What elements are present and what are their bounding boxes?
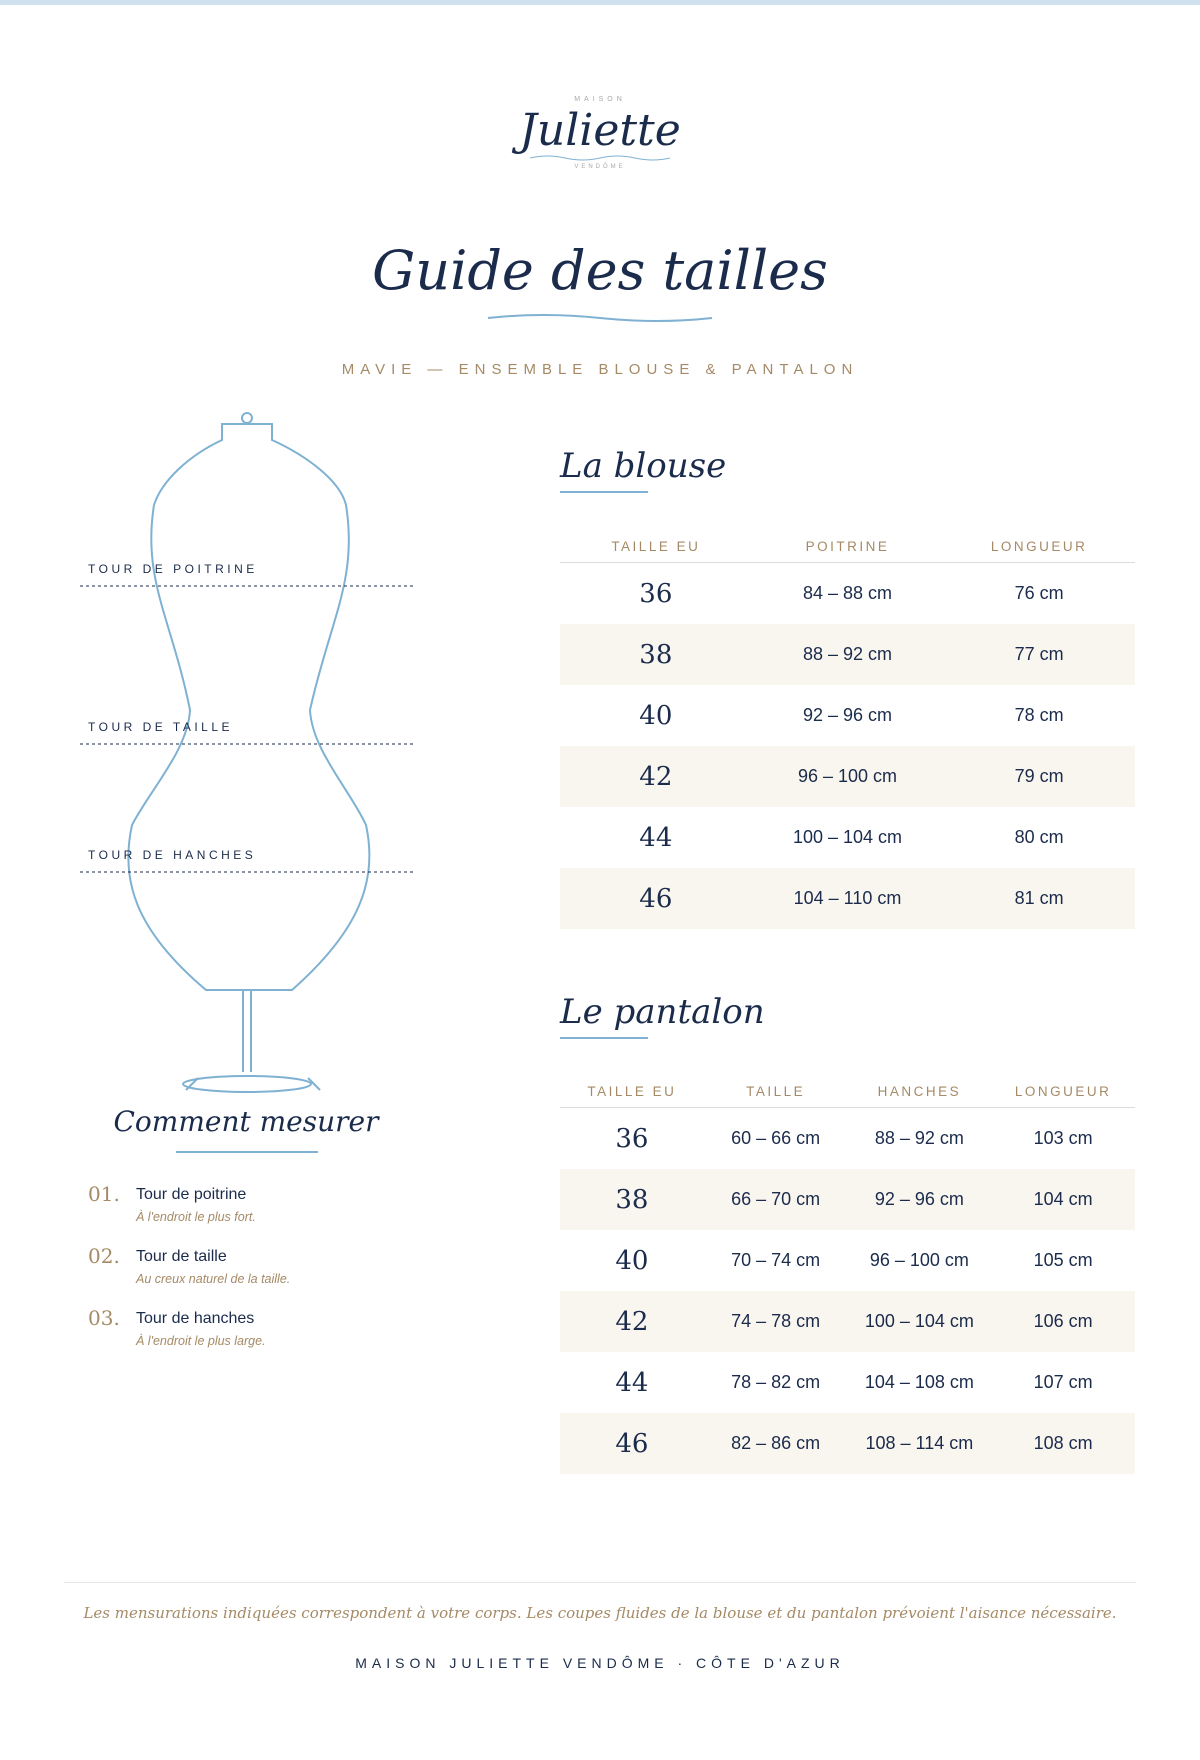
step-number: 02.	[88, 1244, 120, 1268]
blouse-size-table	[560, 532, 1135, 929]
size-cell: 38	[615, 1184, 649, 1215]
pantalon-title: Le pantalon	[560, 992, 765, 1032]
table-row	[560, 1230, 1135, 1291]
waist-cell: 78 – 82 cm	[731, 1372, 821, 1392]
blouse-title: La blouse	[560, 446, 727, 486]
length-cell: 79 cm	[1014, 766, 1064, 786]
title-wave-icon	[486, 312, 714, 324]
page-subtitle: MAVIE — ENSEMBLE BLOUSE & PANTALON	[341, 361, 859, 378]
howto-underline	[176, 1151, 318, 1153]
size-cell: 42	[639, 761, 673, 792]
logo-maison-text: MAISON	[574, 96, 626, 103]
size-cell: 40	[615, 1245, 649, 1276]
blouse-title-underline	[560, 491, 648, 493]
table-row	[560, 746, 1135, 807]
bust-cell: 96 – 100 cm	[797, 766, 898, 786]
column-header: LONGUEUR	[990, 539, 1088, 554]
column-header: TAILLE	[746, 1084, 806, 1099]
waist-cell: 70 – 74 cm	[731, 1250, 821, 1270]
length-cell: 80 cm	[1014, 827, 1064, 847]
table-row	[560, 807, 1135, 868]
length-cell: 103 cm	[1033, 1128, 1093, 1148]
table-header-row	[560, 1077, 1135, 1108]
column-header: TAILLE EU	[611, 539, 701, 554]
step-label: Tour de hanches	[136, 1310, 255, 1327]
step-note: Au creux naturel de la taille.	[136, 1272, 291, 1286]
pantalon-size-table	[560, 1077, 1135, 1474]
bust-cell: 84 – 88 cm	[802, 583, 893, 603]
length-cell: 81 cm	[1014, 888, 1064, 908]
size-cell: 44	[639, 822, 673, 853]
step-label: Tour de taille	[136, 1248, 227, 1265]
bust-cell: 100 – 104 cm	[792, 827, 903, 847]
size-cell: 44	[615, 1367, 649, 1398]
table-row	[560, 563, 1135, 624]
length-cell: 77 cm	[1014, 644, 1064, 664]
table-row	[560, 624, 1135, 685]
size-cell: 38	[639, 639, 673, 670]
step-label: Tour de poitrine	[136, 1186, 247, 1203]
size-cell: 46	[615, 1428, 649, 1459]
mannequin-illustration	[60, 400, 430, 1100]
size-cell: 36	[639, 578, 673, 609]
column-header: LONGUEUR	[1014, 1084, 1112, 1099]
size-cell: 36	[615, 1123, 649, 1154]
hips-cell: 92 – 96 cm	[874, 1189, 964, 1209]
pantalon-title-underline	[560, 1037, 648, 1039]
footer-divider	[64, 1582, 1136, 1583]
hips-label: TOUR DE HANCHES	[88, 848, 257, 862]
table-row	[560, 868, 1135, 929]
table-row	[560, 685, 1135, 746]
length-cell: 107 cm	[1033, 1372, 1093, 1392]
length-cell: 105 cm	[1033, 1250, 1093, 1270]
hips-cell: 88 – 92 cm	[874, 1128, 964, 1148]
bust-cell: 104 – 110 cm	[793, 888, 902, 908]
column-header: HANCHES	[877, 1084, 962, 1099]
size-cell: 42	[615, 1306, 649, 1337]
waist-cell: 82 – 86 cm	[731, 1433, 821, 1453]
table-row	[560, 1413, 1135, 1474]
mannequin-top-knob	[242, 413, 252, 423]
top-accent-bar	[0, 0, 1200, 5]
table-header-row	[560, 532, 1135, 563]
hips-cell: 104 – 108 cm	[864, 1372, 974, 1392]
length-cell: 104 cm	[1033, 1189, 1093, 1209]
waist-cell: 74 – 78 cm	[731, 1311, 821, 1331]
logo-name-text: Juliette	[519, 105, 681, 156]
hips-cell: 108 – 114 cm	[865, 1433, 974, 1453]
length-cell: 106 cm	[1033, 1311, 1093, 1331]
waist-cell: 60 – 66 cm	[731, 1128, 821, 1148]
table-row	[560, 1169, 1135, 1230]
column-header: TAILLE EU	[587, 1084, 677, 1099]
size-cell: 46	[639, 883, 673, 914]
logo-place-text: VENDÔME	[574, 164, 626, 170]
bust-cell: 92 – 96 cm	[802, 705, 893, 725]
bust-cell: 88 – 92 cm	[802, 644, 893, 664]
waist-cell: 66 – 70 cm	[731, 1189, 821, 1209]
step-note: À l'endroit le plus fort.	[136, 1210, 256, 1224]
waist-label: TOUR DE TAILLE	[88, 720, 234, 734]
brand-logo	[500, 96, 700, 170]
step-number: 03.	[88, 1306, 120, 1330]
column-header: POITRINE	[805, 539, 890, 554]
howto-title: Comment mesurer	[113, 1105, 379, 1138]
length-cell: 78 cm	[1014, 705, 1064, 725]
length-cell: 76 cm	[1014, 583, 1064, 603]
step-note: À l'endroit le plus large.	[136, 1334, 266, 1348]
footer-brand: MAISON JULIETTE VENDÔME · CÔTE D'AZUR	[355, 1655, 845, 1671]
hips-cell: 96 – 100 cm	[869, 1250, 969, 1270]
step-number: 01.	[88, 1182, 120, 1206]
mannequin-body	[128, 424, 369, 990]
length-cell: 108 cm	[1033, 1433, 1093, 1453]
footer-note: Les mensurations indiquées correspondent à votre corps. Les coupes fluides de la blouse et du pantalon prévoient l'aisance nécessaire.	[83, 1604, 1117, 1622]
bust-label: TOUR DE POITRINE	[88, 562, 258, 576]
page-title: Guide des tailles	[372, 239, 828, 302]
hips-cell: 100 – 104 cm	[864, 1311, 974, 1331]
size-cell: 40	[639, 700, 673, 731]
table-row	[560, 1108, 1135, 1169]
table-row	[560, 1352, 1135, 1413]
table-row	[560, 1291, 1135, 1352]
